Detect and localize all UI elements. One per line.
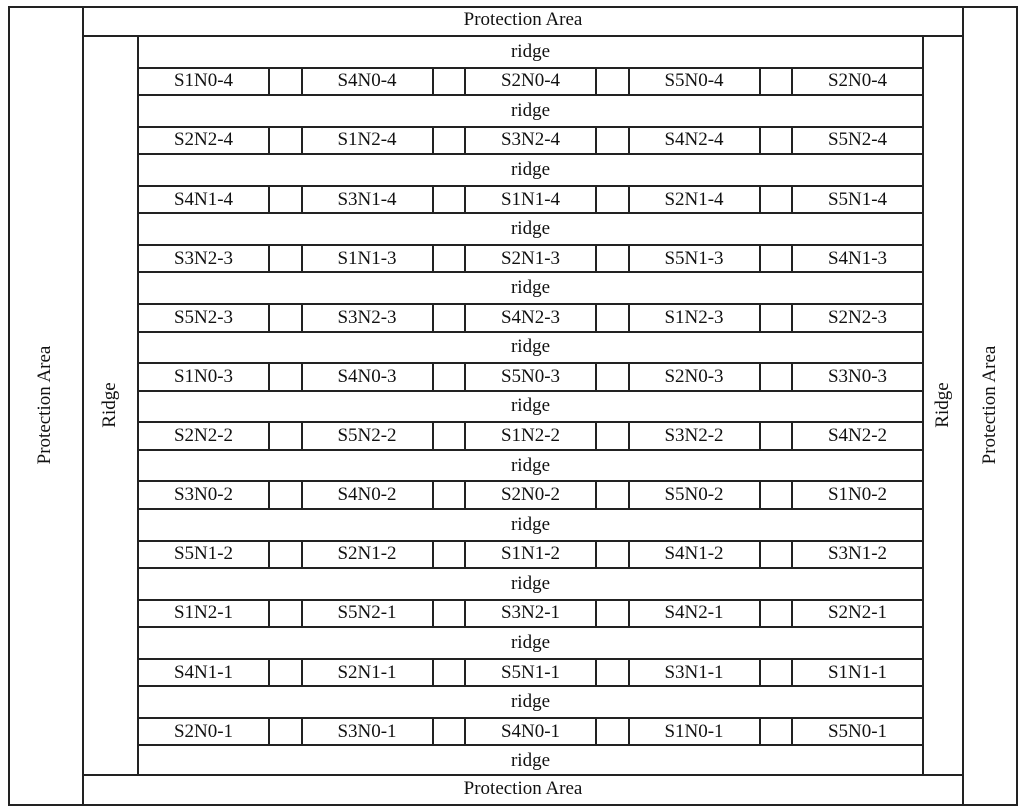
plot-cell: S2N2-1 [791,599,924,629]
plot-cell: S5N1-4 [791,185,924,215]
plot-gap [268,717,303,747]
plot-cell: S5N2-1 [301,599,434,629]
plot-cell: S1N1-1 [791,658,924,688]
ridge-row: ridge [510,336,551,358]
plot-cell: S4N1-2 [628,540,761,570]
plot-cell: S5N2-4 [791,126,924,156]
plot-gap [432,421,467,451]
plot-cell: S1N2-4 [301,126,434,156]
plot-cell: S4N1-3 [791,244,924,274]
plot-cell: S4N2-4 [628,126,761,156]
plot-gap [268,67,303,97]
plot-gap [432,599,467,629]
ridge-row: ridge [510,395,551,417]
plot-gap [595,126,630,156]
plot-cell: S2N0-4 [791,67,924,97]
plot-cell: S3N2-3 [137,244,270,274]
plot-gap [759,717,794,747]
plot-gap [432,362,467,392]
plot-cell: S3N2-1 [464,599,597,629]
plot-gap [432,126,467,156]
plot-cell: S5N0-1 [791,717,924,747]
plot-gap [759,599,794,629]
plot-gap [595,421,630,451]
plot-cell: S3N2-2 [628,421,761,451]
ridge-row: ridge [510,631,551,653]
plot-cell: S2N2-3 [791,303,924,333]
plot-gap [759,303,794,333]
plot-cell: S1N1-4 [464,185,597,215]
plot-gap [595,658,630,688]
plot-gap [595,362,630,392]
plot-cell: S4N0-4 [301,67,434,97]
ridge-row: ridge [510,750,551,772]
plot-cell: S4N0-3 [301,362,434,392]
protection-area-bottom-label: Protection Area [463,778,583,799]
plot-gap [595,599,630,629]
plot-gap [759,421,794,451]
plot-cell: S4N2-3 [464,303,597,333]
plot-cell: S3N1-2 [791,540,924,570]
plot-cell: S5N1-3 [628,244,761,274]
protection-area-top-label: Protection Area [463,9,583,30]
plot-gap [268,658,303,688]
plot-gap [268,421,303,451]
plot-gap [595,67,630,97]
plot-cell: S1N0-2 [791,480,924,510]
plot-gap [432,717,467,747]
plot-gap [432,185,467,215]
plot-cell: S4N0-2 [301,480,434,510]
plot-gap [432,303,467,333]
plot-cell: S1N2-3 [628,303,761,333]
plot-cell: S2N1-2 [301,540,434,570]
plot-cell: S1N1-2 [464,540,597,570]
plot-cell: S1N1-3 [301,244,434,274]
plot-cell: S2N2-2 [137,421,270,451]
plot-gap [595,303,630,333]
plot-gap [759,362,794,392]
plot-gap [268,362,303,392]
plot-cell: S5N0-2 [628,480,761,510]
plot-gap [595,185,630,215]
ridge-row: ridge [510,691,551,713]
ridge-left-label: Ridge [99,382,120,428]
ridge-row: ridge [510,40,551,62]
plot-cell: S5N2-3 [137,303,270,333]
plot-cell: S3N0-2 [137,480,270,510]
plot-cell: S2N0-4 [464,67,597,97]
plot-gap [759,540,794,570]
plot-cell: S4N1-1 [137,658,270,688]
plot-gap [759,67,794,97]
plot-cell: S1N2-2 [464,421,597,451]
plot-gap [432,480,467,510]
plot-cell: S2N0-1 [137,717,270,747]
plot-gap [432,67,467,97]
ridge-row: ridge [510,454,551,476]
plot-cell: S2N0-2 [464,480,597,510]
plot-cell: S2N0-3 [628,362,761,392]
plot-gap [268,244,303,274]
plot-cell: S2N1-1 [301,658,434,688]
plot-gap [268,185,303,215]
ridge-row: ridge [510,218,551,240]
ridge-row: ridge [510,99,551,121]
plot-cell: S5N1-1 [464,658,597,688]
plot-cell: S3N1-4 [301,185,434,215]
ridge-row: ridge [510,159,551,180]
plot-gap [759,244,794,274]
plot-gap [595,480,630,510]
plot-gap [268,540,303,570]
plot-gap [595,540,630,570]
plot-gap [759,480,794,510]
plot-cell: S5N0-3 [464,362,597,392]
plot-cell: S3N2-3 [301,303,434,333]
plot-cell: S3N0-1 [301,717,434,747]
plot-cell: S4N0-1 [464,717,597,747]
ridge-row: ridge [510,277,551,299]
plot-gap [595,717,630,747]
protection-area-left-label: Protection Area [34,345,55,465]
plot-gap [595,244,630,274]
plot-gap [268,303,303,333]
plot-cell: S4N2-1 [628,599,761,629]
plot-gap [268,599,303,629]
plot-cell: S5N1-2 [137,540,270,570]
plot-cell: S2N2-4 [137,126,270,156]
plot-cell: S5N2-2 [301,421,434,451]
plot-cell: S3N1-1 [628,658,761,688]
plot-cell: S1N0-3 [137,362,270,392]
plot-gap [432,244,467,274]
plot-gap [268,480,303,510]
plot-gap [268,126,303,156]
ridge-row: ridge [510,572,551,594]
ridge-right-label: Ridge [932,382,953,428]
plot-cell: S3N0-3 [791,362,924,392]
plot-cell: S2N1-3 [464,244,597,274]
plot-gap [432,658,467,688]
ridge-row: ridge [510,513,551,535]
plot-cell: S1N2-1 [137,599,270,629]
plot-cell: S3N2-4 [464,126,597,156]
plot-cell: S1N0-1 [628,717,761,747]
plot-gap [432,540,467,570]
plot-cell: S4N2-2 [791,421,924,451]
plot-gap [759,126,794,156]
protection-area-right-label: Protection Area [979,345,1000,465]
plot-gap [759,185,794,215]
plot-cell: S4N1-4 [137,185,270,215]
plot-gap [759,658,794,688]
plot-cell: S2N1-4 [628,185,761,215]
plot-cell: S5N0-4 [628,67,761,97]
plot-cell: S1N0-4 [137,67,270,97]
